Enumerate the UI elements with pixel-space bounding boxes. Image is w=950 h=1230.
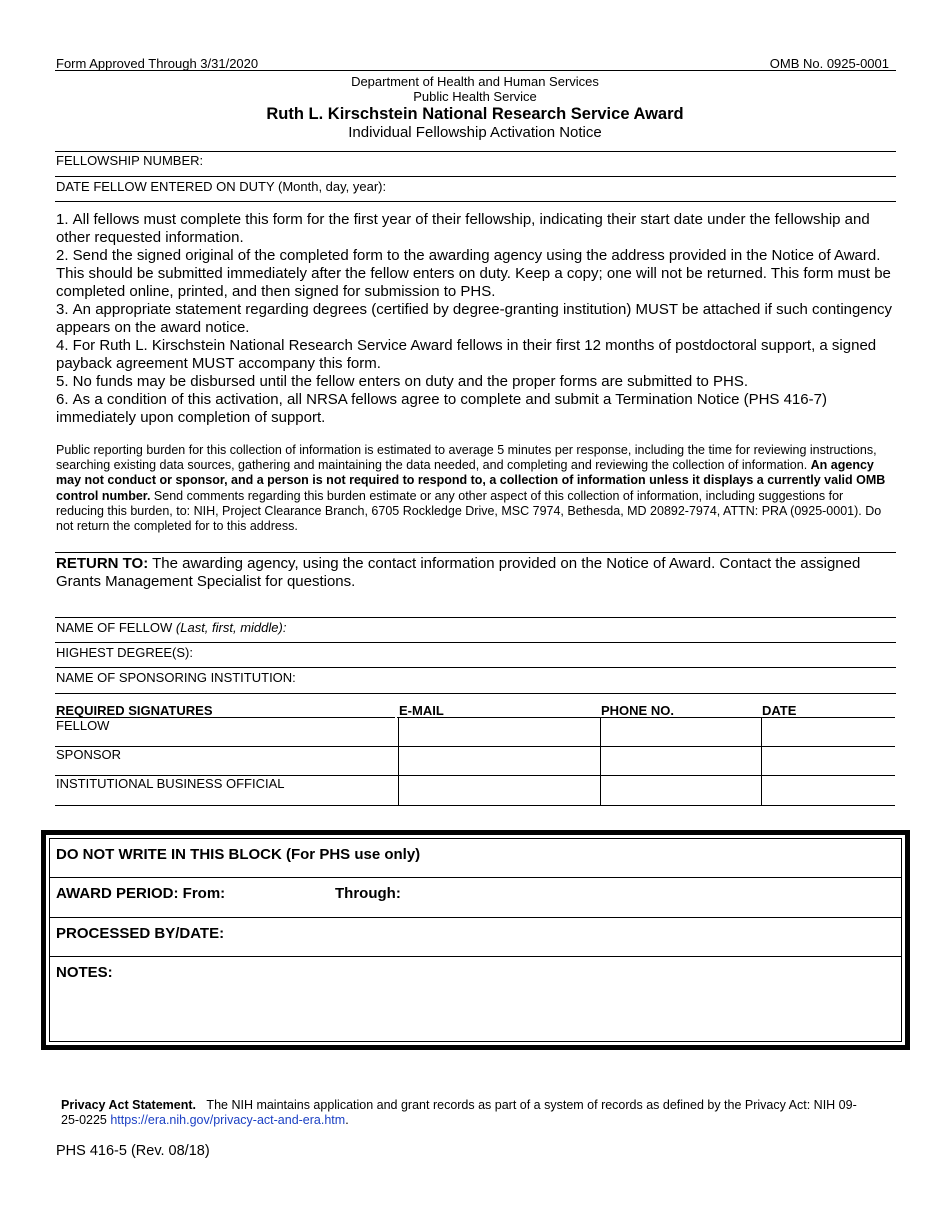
form-approved-date: Form Approved Through 3/31/2020	[56, 56, 259, 71]
sponsor-email-cell[interactable]	[400, 748, 598, 774]
phs-inner-border	[49, 838, 902, 1042]
burden-text-continued: Send comments regarding this burden estimate or any other aspect of this collection of information, including suggestions for reducing this burden, to: NIH, Project Clearance Branch, 6705 Rockledge Drive, MSC 7974, Bethesda, MD 20892-7974, ATTN: PRA (0925-0001). Do not return the completed for to this address.	[56, 488, 882, 534]
fellow-phone-cell[interactable]	[602, 719, 759, 745]
phs-block-title: DO NOT WRITE IN THIS BLOCK (For PHS use only)	[56, 846, 421, 863]
fellow-name-field[interactable]	[56, 620, 286, 635]
divider	[55, 693, 896, 694]
divider	[55, 746, 895, 747]
processed-by-label: PROCESSED BY/DATE:	[56, 925, 225, 942]
column-header-phone: PHONE NO.	[601, 703, 674, 718]
privacy-act-statement	[61, 1098, 861, 1128]
header-rule	[55, 70, 896, 71]
fellow-date-cell[interactable]	[763, 719, 893, 745]
return-to-label: RETURN TO:	[56, 555, 149, 572]
instruction-item: 1. All fellows must complete this form for the first year of their fellowship, indicating their start date under the fellowship and other requested information.	[56, 211, 870, 246]
divider	[55, 151, 896, 152]
fellow-name-hint: (Last, first, middle):	[175, 620, 287, 635]
page-title: Ruth L. Kirschstein National Research Service Award	[266, 105, 684, 123]
return-to-text: The awarding agency, using the contact information provided on the Notice of Award. Contact the assigned Grants Management Specialist for questions.	[56, 555, 861, 590]
instruction-item: 5. No funds may be disbursed until the fellow enters on duty and the proper forms are submitted to PHS.	[56, 373, 749, 390]
privacy-act-link[interactable]: https://era.nih.gov/privacy-act-and-era.htm	[110, 1113, 346, 1127]
date-entered-field[interactable]: DATE FELLOW ENTERED ON DUTY (Month, day, year):	[56, 179, 387, 194]
award-period-through-label: Through:	[335, 885, 401, 902]
instruction-item: 3. An appropriate statement regarding degrees (certified by degree-granting institution) MUST be attached if such contingency appears on the award notice.	[56, 301, 893, 336]
sponsor-date-cell[interactable]	[763, 748, 893, 774]
official-date-cell[interactable]	[763, 777, 893, 804]
service-name: Public Health Service	[413, 89, 537, 104]
sponsor-phone-cell[interactable]	[602, 748, 759, 774]
divider	[50, 956, 901, 957]
official-email-cell[interactable]	[400, 777, 598, 804]
divider	[50, 877, 901, 878]
column-header-email: E-MAIL	[399, 703, 444, 718]
divider	[55, 805, 895, 806]
return-to-statement	[56, 555, 896, 591]
instructions-list	[56, 211, 896, 427]
official-phone-cell[interactable]	[602, 777, 759, 804]
award-period-from-label: AWARD PERIOD: From:	[56, 885, 226, 902]
divider	[55, 552, 896, 553]
fellow-name-label: NAME OF FELLOW	[56, 620, 176, 635]
privacy-act-end: .	[345, 1113, 349, 1127]
form-identifier: PHS 416-5 (Rev. 08/18)	[56, 1143, 210, 1159]
phs-use-only-block	[41, 830, 910, 1050]
privacy-act-label: Privacy Act Statement.	[61, 1098, 197, 1112]
divider	[50, 917, 901, 918]
department-name: Department of Health and Human Services	[351, 74, 599, 89]
signature-row-label: FELLOW	[56, 718, 110, 733]
omb-number: OMB No. 0925-0001	[769, 56, 889, 71]
instruction-item: 6. As a condition of this activation, all NRSA fellows agree to complete and submit a Termination Notice (PHS 416-7) immediately upon completion of support.	[56, 391, 827, 426]
privacy-act-text: The NIH maintains application and grant records as part of a system of records as defined by the Privacy Act: NIH 09-25-0225	[61, 1098, 857, 1127]
notes-label: NOTES:	[56, 964, 113, 981]
fellowship-number-field[interactable]: FELLOWSHIP NUMBER:	[56, 153, 204, 168]
column-divider	[398, 717, 399, 805]
burden-omb-notice: An agency may not conduct or sponsor, and a person is not required to respond to, a collection of information unless it displays a currently valid OMB control number.	[56, 458, 886, 503]
column-header-signatures: REQUIRED SIGNATURES	[56, 703, 213, 718]
column-divider	[761, 717, 762, 805]
divider	[55, 201, 896, 202]
signature-row-label: SPONSOR	[56, 747, 122, 762]
page-subtitle: Individual Fellowship Activation Notice	[348, 124, 602, 141]
instruction-item: 2. Send the signed original of the completed form to the awarding agency using the address provided in the Notice of Award. This should be submitted immediately after the fellow enters on duty. Keep a copy; one will not be returned. This form must be completed online, printed, and then signed for submission to PHS.	[56, 247, 891, 300]
column-header-date: DATE	[762, 703, 797, 718]
divider	[397, 717, 895, 718]
instruction-item: 4. For Ruth L. Kirschstein National Research Service Award fellows in their first 12 months of postdoctoral support, a signed payback agreement MUST accompany this form.	[56, 337, 877, 372]
sponsoring-institution-field[interactable]: NAME OF SPONSORING INSTITUTION:	[56, 670, 296, 685]
divider	[55, 617, 896, 618]
divider	[55, 667, 896, 668]
divider	[55, 176, 896, 177]
column-divider	[600, 717, 601, 805]
burden-text: Public reporting burden for this collection of information is estimated to average 5 minutes per response, including the time for reviewing instructions, searching existing data sources, gathering and maintaining the data needed, and completing and reviewing the collection of information.	[56, 443, 877, 473]
highest-degrees-field[interactable]: HIGHEST DEGREE(S):	[56, 645, 194, 660]
burden-statement	[56, 443, 892, 534]
divider	[55, 642, 896, 643]
signature-row-label: INSTITUTIONAL BUSINESS OFFICIAL	[56, 776, 285, 791]
fellow-email-cell[interactable]	[400, 719, 598, 745]
